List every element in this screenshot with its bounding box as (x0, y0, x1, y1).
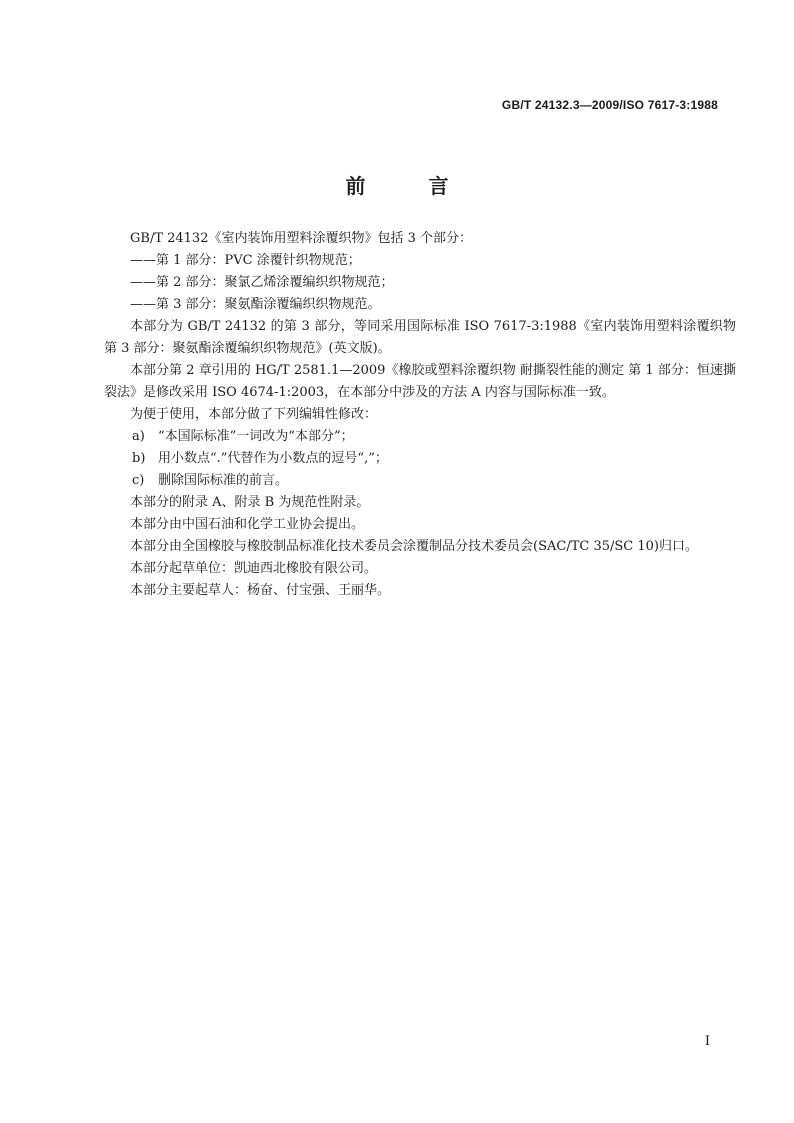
part-list-item-1: ——第 1 部分：PVC 涂覆针织物规范； (130, 253, 361, 268)
drafting-unit-paragraph: 本部分起草单位：凯迪西北橡胶有限公司。 (130, 561, 378, 576)
page-title: 前 言 (345, 174, 477, 198)
edit-item-a (104, 426, 736, 448)
equivalence-paragraph: 本部分为 GB/T 24132 的第 3 部分，等同采用国际标准 ISO 7617-3:1988《室内装饰用塑料涂覆织物 第 3 部分：聚氨酯涂覆编织织物规范》(英文版)。 (104, 319, 736, 356)
annex-paragraph: 本部分的附录 A、附录 B 为规范性附录。 (130, 495, 370, 510)
edits-intro-paragraph: 为便于使用，本部分做了下列编辑性修改： (130, 407, 378, 422)
standard-code-header: GB/T 24132.3—2009/ISO 7617-3:1988 (501, 98, 718, 112)
edit-item-b (104, 448, 736, 470)
edit-item-text: 用小数点“.”代替作为小数点的逗号“,”； (158, 451, 388, 466)
foreword-body (104, 228, 736, 602)
edit-item-mark: b) (132, 451, 146, 466)
edit-item-text: “本国际标准”一词改为“本部分”； (158, 429, 354, 444)
edit-item-c (104, 470, 736, 492)
part-list-item-2: ——第 2 部分：聚氯乙烯涂覆编织织物规范； (130, 275, 394, 290)
part-list-item-3: ——第 3 部分：聚氨酯涂覆编织织物规范。 (130, 297, 381, 312)
intro-paragraph: GB/T 24132《室内装饰用塑料涂覆织物》包括 3 个部分： (130, 231, 473, 246)
edit-item-mark: a) (132, 429, 145, 444)
drafters-paragraph: 本部分主要起草人：杨奋、付宝强、王丽华。 (130, 583, 391, 598)
edit-item-text: 删除国际标准的前言。 (158, 473, 289, 488)
centralized-by-paragraph: 本部分由全国橡胶与橡胶制品标准化技术委员会涂覆制品分技术委员会(SAC/TC 35/SC 10)归口。 (130, 539, 698, 554)
reference-paragraph: 本部分第 2 章引用的 HG/T 2581.1—2009《橡胶或塑料涂覆织物 耐撕裂性能的测定 第 1 部分：恒速撕裂法》是修改采用 ISO 4674-1:2003，在本部分中涉及的方法 A 内容与国际标准一致。 (104, 363, 736, 400)
page-number: I (704, 1034, 710, 1049)
proposed-by-paragraph: 本部分由中国石油和化学工业协会提出。 (130, 517, 365, 532)
edit-item-mark: c) (132, 473, 145, 488)
